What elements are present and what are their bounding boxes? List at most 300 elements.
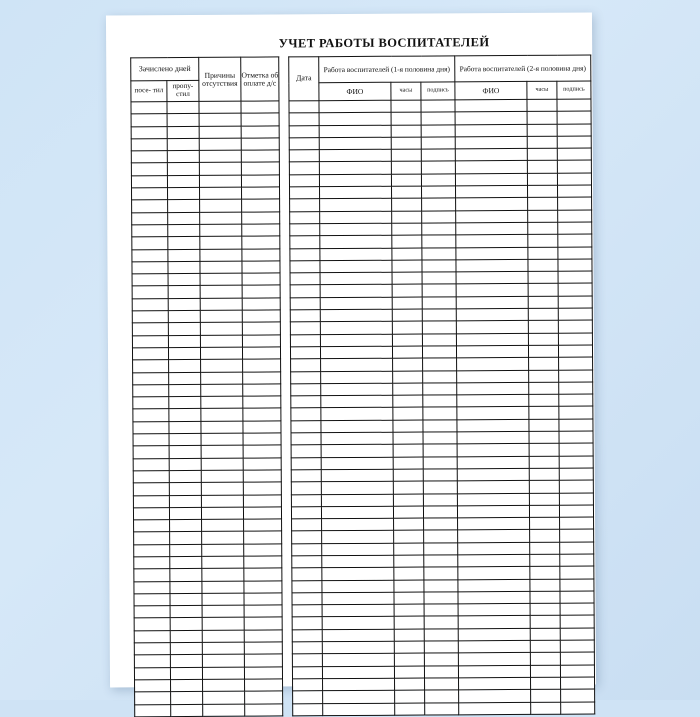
table-cell[interactable]	[242, 187, 280, 200]
table-cell[interactable]	[320, 297, 392, 310]
table-cell[interactable]	[199, 163, 241, 176]
table-cell[interactable]	[395, 703, 425, 715]
table-cell[interactable]	[319, 174, 391, 187]
table-cell[interactable]	[423, 383, 457, 396]
table-cell[interactable]	[320, 260, 392, 273]
table-cell[interactable]	[322, 568, 394, 581]
table-cell[interactable]	[131, 139, 167, 152]
table-cell[interactable]	[424, 653, 458, 666]
table-cell[interactable]	[560, 517, 594, 530]
table-cell[interactable]	[559, 456, 593, 469]
table-cell[interactable]	[243, 384, 281, 397]
table-cell[interactable]	[528, 321, 558, 333]
table-cell[interactable]	[528, 308, 558, 320]
table-cell[interactable]	[557, 173, 591, 186]
table-cell[interactable]	[169, 409, 201, 421]
table-cell[interactable]	[169, 495, 201, 507]
table-cell[interactable]	[424, 543, 458, 556]
table-cell[interactable]	[421, 174, 455, 187]
table-cell[interactable]	[394, 604, 424, 616]
table-cell[interactable]	[200, 249, 242, 262]
table-cell[interactable]	[391, 149, 421, 161]
table-cell[interactable]	[393, 444, 423, 456]
table-cell[interactable]	[170, 630, 202, 642]
table-cell[interactable]	[560, 615, 594, 628]
table-cell[interactable]	[243, 433, 281, 446]
table-row[interactable]	[132, 224, 280, 237]
table-cell[interactable]	[560, 566, 594, 579]
table-cell[interactable]	[560, 529, 594, 542]
table-cell[interactable]	[202, 655, 244, 668]
table-cell[interactable]	[559, 382, 593, 395]
table-cell[interactable]	[322, 666, 394, 679]
table-cell[interactable]	[291, 420, 321, 432]
table-cell[interactable]	[394, 530, 424, 542]
table-cell[interactable]	[422, 260, 456, 273]
table-cell[interactable]	[394, 629, 424, 641]
table-cell[interactable]	[200, 347, 242, 360]
table-cell[interactable]	[391, 125, 421, 137]
table-cell[interactable]	[131, 175, 167, 188]
table-cell[interactable]	[322, 555, 394, 568]
table-cell[interactable]	[132, 298, 168, 311]
table-cell[interactable]	[202, 581, 244, 594]
table-cell[interactable]	[289, 101, 319, 113]
table-cell[interactable]	[200, 310, 242, 323]
table-cell[interactable]	[168, 347, 200, 359]
table-cell[interactable]	[203, 691, 245, 704]
table-row[interactable]	[132, 199, 280, 212]
table-cell[interactable]	[133, 434, 169, 447]
table-cell[interactable]	[423, 444, 457, 457]
table-cell[interactable]	[456, 345, 528, 358]
table-cell[interactable]	[134, 618, 170, 631]
table-cell[interactable]	[557, 124, 591, 137]
table-cell[interactable]	[290, 199, 320, 211]
table-cell[interactable]	[393, 407, 423, 419]
table-cell[interactable]	[169, 446, 201, 458]
table-cell[interactable]	[529, 407, 559, 419]
table-cell[interactable]	[201, 458, 243, 471]
table-row[interactable]	[134, 531, 282, 544]
table-row[interactable]	[135, 679, 283, 692]
table-cell[interactable]	[422, 235, 456, 248]
table-cell[interactable]	[167, 138, 199, 150]
table-cell[interactable]	[319, 125, 391, 138]
table-cell[interactable]	[392, 285, 422, 297]
table-cell[interactable]	[292, 629, 322, 641]
table-cell[interactable]	[392, 186, 422, 198]
table-cell[interactable]	[530, 554, 560, 566]
table-cell[interactable]	[131, 163, 167, 176]
table-row[interactable]	[134, 556, 282, 569]
table-cell[interactable]	[392, 346, 422, 358]
table-cell[interactable]	[322, 654, 394, 667]
table-cell[interactable]	[456, 222, 528, 235]
table-cell[interactable]	[201, 433, 243, 446]
table-cell[interactable]	[393, 420, 423, 432]
table-row[interactable]	[134, 605, 282, 618]
table-cell[interactable]	[167, 114, 199, 126]
table-cell[interactable]	[557, 111, 591, 124]
table-cell[interactable]	[242, 273, 280, 286]
table-cell[interactable]	[321, 383, 393, 396]
table-cell[interactable]	[200, 261, 242, 274]
table-cell[interactable]	[558, 210, 592, 223]
table-cell[interactable]	[244, 654, 282, 667]
table-cell[interactable]	[530, 517, 560, 529]
table-cell[interactable]	[458, 567, 530, 580]
table-cell[interactable]	[457, 505, 529, 518]
table-cell[interactable]	[292, 654, 322, 666]
table-cell[interactable]	[423, 456, 457, 469]
table-cell[interactable]	[320, 334, 392, 347]
table-cell[interactable]	[529, 456, 559, 468]
table-cell[interactable]	[170, 581, 202, 593]
table-cell[interactable]	[292, 568, 322, 580]
table-cell[interactable]	[169, 421, 201, 433]
table-row[interactable]	[134, 667, 282, 680]
table-cell[interactable]	[458, 554, 530, 567]
table-cell[interactable]	[245, 691, 283, 704]
table-cell[interactable]	[394, 617, 424, 629]
table-cell[interactable]	[241, 150, 279, 163]
table-row[interactable]	[131, 175, 279, 188]
table-cell[interactable]	[200, 335, 242, 348]
table-cell[interactable]	[455, 161, 527, 174]
table-row[interactable]	[133, 507, 281, 520]
table-cell[interactable]	[527, 185, 557, 197]
table-cell[interactable]	[423, 395, 457, 408]
table-cell[interactable]	[391, 174, 421, 186]
table-cell[interactable]	[528, 222, 558, 234]
table-cell[interactable]	[132, 212, 168, 225]
table-cell[interactable]	[168, 274, 200, 286]
table-cell[interactable]	[169, 397, 201, 409]
table-cell[interactable]	[171, 704, 203, 716]
table-cell[interactable]	[423, 469, 457, 482]
table-cell[interactable]	[201, 495, 243, 508]
table-cell[interactable]	[558, 271, 592, 284]
table-cell[interactable]	[322, 641, 394, 654]
table-cell[interactable]	[530, 616, 560, 628]
table-cell[interactable]	[291, 371, 321, 383]
table-cell[interactable]	[457, 419, 529, 432]
table-cell[interactable]	[559, 431, 593, 444]
table-cell[interactable]	[201, 396, 243, 409]
table-cell[interactable]	[169, 470, 201, 482]
table-cell[interactable]	[170, 606, 202, 618]
table-cell[interactable]	[394, 653, 424, 665]
table-cell[interactable]	[135, 704, 171, 717]
table-cell[interactable]	[321, 408, 393, 421]
table-cell[interactable]	[170, 642, 202, 654]
table-cell[interactable]	[422, 309, 456, 322]
table-cell[interactable]	[134, 630, 170, 643]
table-cell[interactable]	[321, 395, 393, 408]
table-cell[interactable]	[319, 149, 391, 162]
table-cell[interactable]	[423, 432, 457, 445]
table-cell[interactable]	[560, 579, 594, 592]
table-cell[interactable]	[455, 149, 527, 162]
table-cell[interactable]	[560, 554, 594, 567]
table-cell[interactable]	[321, 420, 393, 433]
table-cell[interactable]	[202, 605, 244, 618]
table-cell[interactable]	[199, 101, 241, 114]
table-cell[interactable]	[528, 333, 558, 345]
table-cell[interactable]	[292, 556, 322, 568]
table-cell[interactable]	[392, 235, 422, 247]
table-cell[interactable]	[244, 568, 282, 581]
table-cell[interactable]	[244, 544, 282, 557]
table-cell[interactable]	[530, 603, 560, 615]
table-cell[interactable]	[320, 186, 392, 199]
table-cell[interactable]	[134, 569, 170, 582]
table-cell[interactable]	[457, 431, 529, 444]
table-cell[interactable]	[456, 296, 528, 309]
table-cell[interactable]	[456, 210, 528, 223]
table-cell[interactable]	[201, 372, 243, 385]
table-cell[interactable]	[321, 445, 393, 458]
table-cell[interactable]	[170, 667, 202, 679]
table-cell[interactable]	[455, 112, 527, 125]
table-cell[interactable]	[424, 518, 458, 531]
table-cell[interactable]	[131, 151, 167, 164]
table-cell[interactable]	[457, 407, 529, 420]
table-cell[interactable]	[202, 618, 244, 631]
table-cell[interactable]	[289, 150, 319, 162]
table-row[interactable]	[132, 261, 280, 274]
table-cell[interactable]	[391, 162, 421, 174]
table-cell[interactable]	[292, 593, 322, 605]
table-cell[interactable]	[132, 335, 168, 348]
table-cell[interactable]	[132, 286, 168, 299]
table-cell[interactable]	[424, 530, 458, 543]
table-cell[interactable]	[422, 333, 456, 346]
table-cell[interactable]	[133, 421, 169, 434]
table-cell[interactable]	[289, 113, 319, 125]
table-cell[interactable]	[202, 568, 244, 581]
table-cell[interactable]	[557, 136, 591, 149]
table-cell[interactable]	[243, 445, 281, 458]
table-cell[interactable]	[558, 296, 592, 309]
table-row[interactable]	[132, 310, 280, 323]
table-cell[interactable]	[530, 640, 560, 652]
table-row[interactable]	[134, 630, 282, 643]
table-cell[interactable]	[291, 396, 321, 408]
table-cell[interactable]	[527, 161, 557, 173]
table-cell[interactable]	[133, 409, 169, 422]
table-row[interactable]	[133, 433, 281, 446]
table-cell[interactable]	[529, 493, 559, 505]
table-cell[interactable]	[321, 432, 393, 445]
table-cell[interactable]	[322, 518, 394, 531]
table-cell[interactable]	[291, 359, 321, 371]
table-cell[interactable]	[323, 703, 395, 716]
table-cell[interactable]	[292, 531, 322, 543]
table-cell[interactable]	[133, 483, 169, 496]
table-cell[interactable]	[322, 629, 394, 642]
table-cell[interactable]	[561, 702, 595, 715]
table-cell[interactable]	[558, 259, 592, 272]
table-cell[interactable]	[290, 248, 320, 260]
table-cell[interactable]	[242, 347, 280, 360]
table-cell[interactable]	[457, 456, 529, 469]
table-cell[interactable]	[455, 136, 527, 149]
table-cell[interactable]	[244, 642, 282, 655]
table-cell[interactable]	[458, 518, 530, 531]
table-cell[interactable]	[241, 101, 279, 114]
table-cell[interactable]	[244, 605, 282, 618]
table-cell[interactable]	[200, 212, 242, 225]
table-cell[interactable]	[422, 223, 456, 236]
table-cell[interactable]	[458, 640, 530, 653]
table-cell[interactable]	[528, 259, 558, 271]
table-cell[interactable]	[529, 394, 559, 406]
table-cell[interactable]	[132, 323, 168, 336]
table-cell[interactable]	[167, 101, 199, 113]
table-cell[interactable]	[133, 446, 169, 459]
table-row[interactable]	[132, 298, 280, 311]
table-cell[interactable]	[423, 493, 457, 506]
table-cell[interactable]	[456, 198, 528, 211]
table-cell[interactable]	[527, 136, 557, 148]
table-cell[interactable]	[424, 579, 458, 592]
table-cell[interactable]	[242, 248, 280, 261]
table-cell[interactable]	[393, 358, 423, 370]
table-cell[interactable]	[458, 653, 530, 666]
table-cell[interactable]	[456, 284, 528, 297]
table-cell[interactable]	[321, 469, 393, 482]
table-cell[interactable]	[529, 505, 559, 517]
table-row[interactable]	[134, 544, 282, 557]
table-cell[interactable]	[424, 592, 458, 605]
table-cell[interactable]	[423, 420, 457, 433]
table-cell[interactable]	[456, 247, 528, 260]
table-cell[interactable]	[321, 371, 393, 384]
table-cell[interactable]	[459, 677, 531, 690]
table-cell[interactable]	[527, 112, 557, 124]
table-cell[interactable]	[290, 273, 320, 285]
table-cell[interactable]	[200, 187, 242, 200]
table-row[interactable]	[133, 396, 281, 409]
table-cell[interactable]	[458, 604, 530, 617]
table-cell[interactable]	[134, 655, 170, 668]
table-cell[interactable]	[289, 174, 319, 186]
table-cell[interactable]	[292, 617, 322, 629]
table-cell[interactable]	[292, 605, 322, 617]
table-cell[interactable]	[201, 470, 243, 483]
table-cell[interactable]	[242, 322, 280, 335]
table-cell[interactable]	[293, 703, 323, 715]
table-cell[interactable]	[457, 468, 529, 481]
table-cell[interactable]	[531, 689, 561, 701]
table-cell[interactable]	[392, 248, 422, 260]
table-cell[interactable]	[320, 236, 392, 249]
table-cell[interactable]	[168, 212, 200, 224]
table-cell[interactable]	[530, 665, 560, 677]
table-cell[interactable]	[290, 187, 320, 199]
table-cell[interactable]	[457, 493, 529, 506]
table-cell[interactable]	[530, 567, 560, 579]
table-cell[interactable]	[132, 188, 168, 201]
table-cell[interactable]	[421, 149, 455, 162]
table-cell[interactable]	[530, 628, 560, 640]
table-cell[interactable]	[456, 321, 528, 334]
table-cell[interactable]	[558, 320, 592, 333]
table-row[interactable]	[132, 187, 280, 200]
table-cell[interactable]	[134, 667, 170, 680]
table-cell[interactable]	[244, 593, 282, 606]
table-cell[interactable]	[530, 653, 560, 665]
table-cell[interactable]	[529, 431, 559, 443]
table-cell[interactable]	[241, 162, 279, 175]
table-cell[interactable]	[171, 679, 203, 691]
table-cell[interactable]	[455, 173, 527, 186]
table-cell[interactable]	[319, 113, 391, 126]
table-cell[interactable]	[530, 591, 560, 603]
table-cell[interactable]	[528, 247, 558, 259]
table-cell[interactable]	[292, 666, 322, 678]
table-cell[interactable]	[132, 225, 168, 238]
table-cell[interactable]	[528, 271, 558, 283]
table-cell[interactable]	[244, 581, 282, 594]
table-cell[interactable]	[392, 309, 422, 321]
table-cell[interactable]	[529, 370, 559, 382]
table-cell[interactable]	[243, 482, 281, 495]
table-cell[interactable]	[421, 100, 455, 113]
table-row[interactable]	[132, 285, 280, 298]
table-cell[interactable]	[134, 581, 170, 594]
table-cell[interactable]	[167, 175, 199, 187]
table-cell[interactable]	[559, 480, 593, 493]
table-cell[interactable]	[241, 126, 279, 139]
table-cell[interactable]	[242, 212, 280, 225]
table-cell[interactable]	[243, 408, 281, 421]
table-cell[interactable]	[168, 188, 200, 200]
table-cell[interactable]	[321, 457, 393, 470]
table-cell[interactable]	[168, 224, 200, 236]
table-row[interactable]	[293, 702, 595, 716]
table-cell[interactable]	[133, 397, 169, 410]
table-row[interactable]	[132, 335, 280, 348]
table-cell[interactable]	[293, 679, 323, 691]
table-cell[interactable]	[323, 678, 395, 691]
table-cell[interactable]	[392, 297, 422, 309]
table-cell[interactable]	[134, 532, 170, 545]
table-cell[interactable]	[290, 322, 320, 334]
table-cell[interactable]	[559, 419, 593, 432]
table-cell[interactable]	[320, 346, 392, 359]
table-cell[interactable]	[559, 357, 593, 370]
table-cell[interactable]	[292, 543, 322, 555]
table-cell[interactable]	[455, 99, 527, 112]
table-cell[interactable]	[395, 678, 425, 690]
table-cell[interactable]	[201, 421, 243, 434]
table-cell[interactable]	[560, 591, 594, 604]
table-cell[interactable]	[169, 372, 201, 384]
table-row[interactable]	[133, 371, 281, 384]
table-cell[interactable]	[394, 580, 424, 592]
table-cell[interactable]	[527, 99, 557, 111]
table-cell[interactable]	[242, 236, 280, 249]
table-row[interactable]	[134, 581, 282, 594]
table-row[interactable]	[132, 347, 280, 360]
table-row[interactable]	[131, 126, 279, 139]
table-row[interactable]	[133, 458, 281, 471]
table-cell[interactable]	[201, 445, 243, 458]
table-cell[interactable]	[293, 691, 323, 703]
